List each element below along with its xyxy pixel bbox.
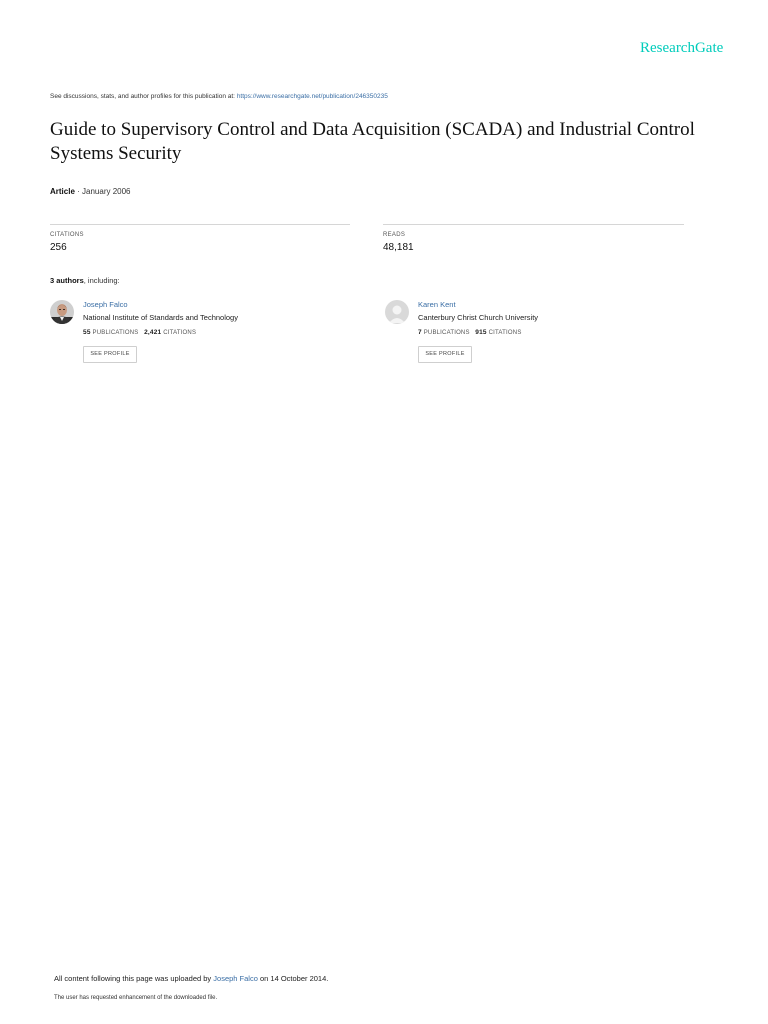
author-publications-count: 7 (418, 329, 422, 336)
upload-suffix: on 14 October 2014. (257, 974, 329, 983)
author-citations-count: 2,421 (144, 329, 162, 336)
publication-type: Article (50, 187, 75, 196)
publication-title: Guide to Supervisory Control and Data Acquisition (SCADA) and Industrial Control Systems Security (50, 119, 695, 164)
author-citations-count: 915 (475, 329, 487, 336)
divider-reads (383, 224, 684, 225)
reads-label: READS (383, 232, 406, 238)
authors-heading (50, 276, 120, 285)
author-citations-label: CITATIONS (163, 330, 197, 336)
upload-note (54, 974, 328, 983)
citations-label: CITATIONS (50, 232, 84, 238)
reads-value: 48,181 (383, 242, 414, 253)
authors-suffix: , including: (83, 276, 120, 285)
author-name-link[interactable]: Karen Kent (418, 300, 456, 309)
discussion-line (50, 93, 388, 100)
author-publications-count: 55 (83, 329, 91, 336)
author-publications-label: PUBLICATIONS (92, 330, 139, 336)
author-institution: Canterbury Christ Church University (418, 313, 539, 322)
author-name-link[interactable]: Joseph Falco (83, 300, 128, 309)
author-institution: National Institute of Standards and Technology (83, 313, 238, 322)
discussion-prefix: See discussions, stats, and author profiles for this publication at: (50, 93, 235, 100)
publication-date: · January 2006 (74, 187, 131, 196)
citations-value: 256 (50, 242, 67, 253)
author-publications-label: PUBLICATIONS (423, 330, 470, 336)
author-stats (418, 329, 522, 336)
publication-url-link[interactable]: https://www.researchgate.net/publication/246350235 (236, 93, 388, 100)
researchgate-logo[interactable]: ResearchGate (640, 40, 724, 56)
upload-prefix: All content following this page was uploaded by (54, 974, 214, 983)
see-profile-button[interactable]: SEE PROFILE (83, 346, 137, 363)
enhancement-note: The user has requested enhancement of the downloaded file. (54, 995, 218, 1001)
see-profile-button[interactable]: SEE PROFILE (418, 346, 472, 363)
avatar[interactable] (50, 300, 74, 324)
publication-meta (50, 187, 131, 196)
authors-count: 3 authors (50, 276, 84, 285)
author-citations-label: CITATIONS (488, 330, 522, 336)
author-stats (83, 329, 196, 336)
divider-citations (50, 224, 350, 225)
uploader-link[interactable]: Joseph Falco (213, 974, 258, 983)
avatar[interactable] (385, 300, 409, 324)
